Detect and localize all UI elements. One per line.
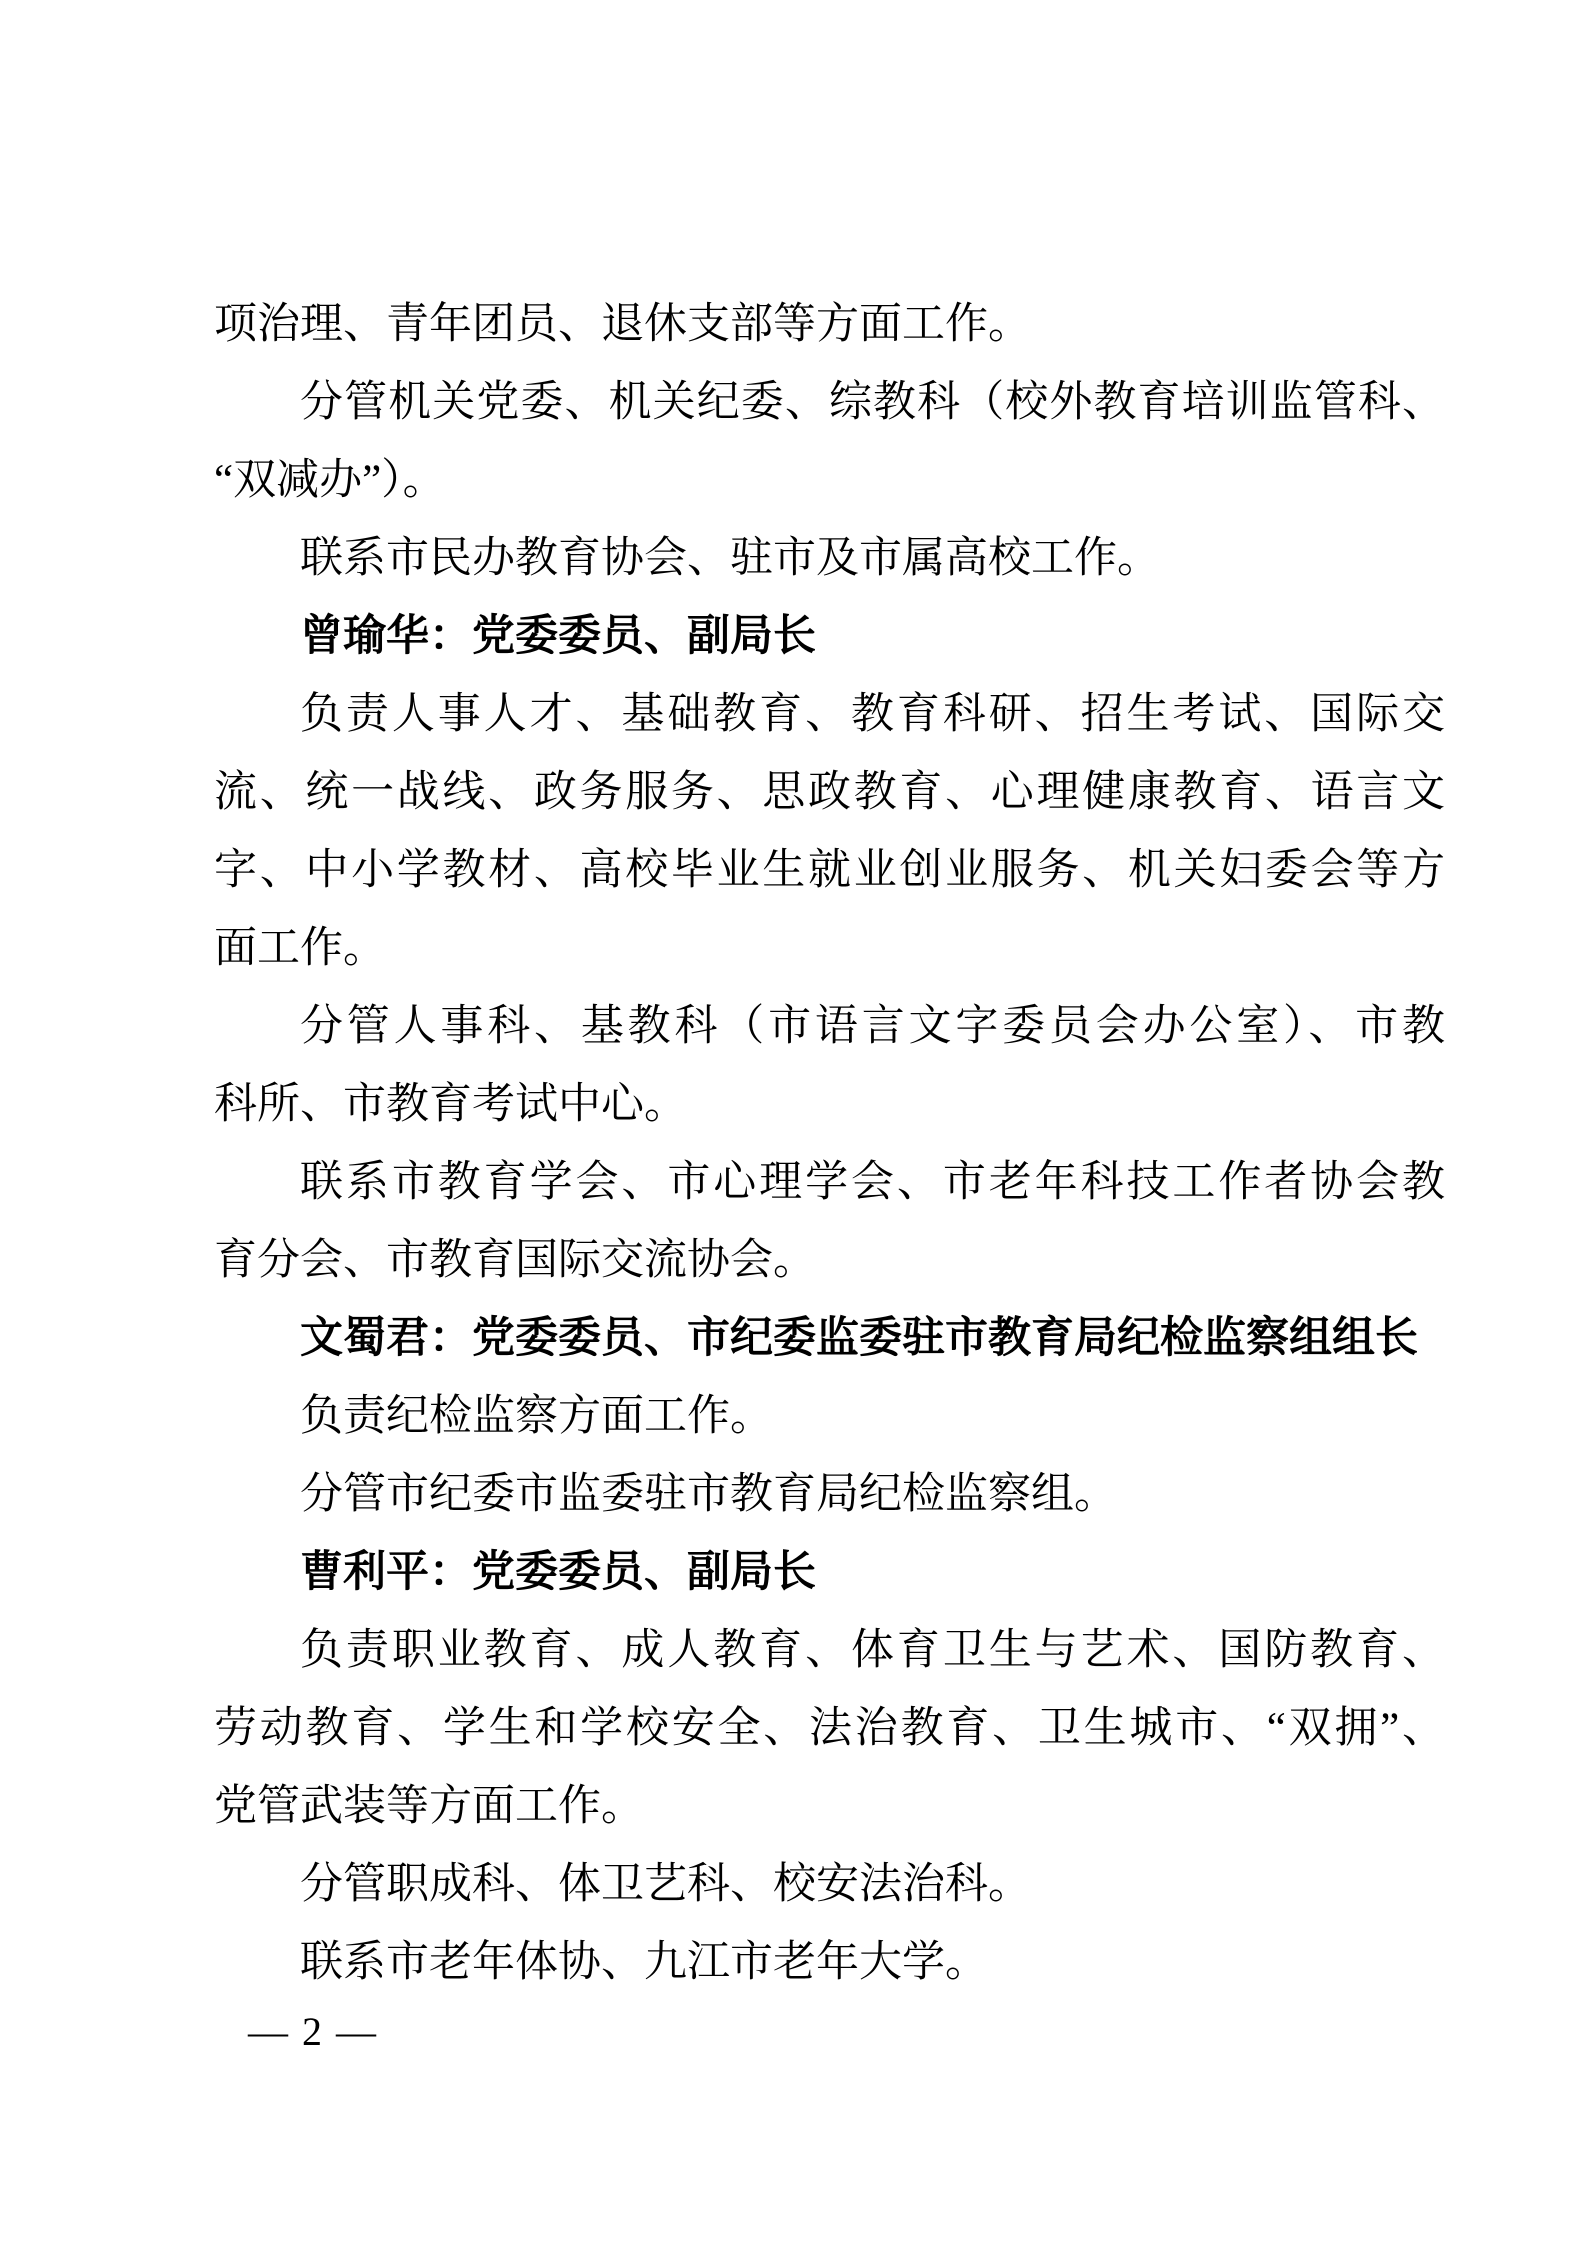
doc-line: 负责人事人才、基础教育、教育科研、招生考试、国际交 xyxy=(300,691,1445,738)
doc-line: 科所、市教育考试中心。 xyxy=(214,1081,687,1128)
doc-line: 联系市老年体协、九江市老年大学。 xyxy=(300,1939,988,1986)
footer-dash-right: — xyxy=(336,2009,376,2054)
leader-heading-zeng-yuhua: 曾瑜华：党委委员、副局长 xyxy=(300,613,816,660)
doc-line: 联系市教育学会、市心理学会、市老年科技工作者协会教 xyxy=(300,1159,1445,1206)
page-number: 2 xyxy=(302,2009,322,2054)
doc-line: 负责纪检监察方面工作。 xyxy=(300,1393,773,1440)
doc-line: 面工作。 xyxy=(214,925,386,972)
doc-line: 劳动教育、学生和学校安全、法治教育、卫生城市、“双拥”、 xyxy=(214,1705,1445,1752)
document-body xyxy=(214,286,1445,2002)
doc-line: 分管机关党委、机关纪委、综教科（校外教育培训监管科、 xyxy=(300,379,1445,426)
doc-line: 育分会、市教育国际交流协会。 xyxy=(214,1237,816,1284)
doc-line: 流、统一战线、政务服务、思政教育、心理健康教育、语言文 xyxy=(214,769,1445,816)
doc-line: 联系市民办教育协会、驻市及市属高校工作。 xyxy=(300,535,1160,582)
doc-line: 分管市纪委市监委驻市教育局纪检监察组。 xyxy=(300,1471,1117,1518)
doc-line: 负责职业教育、成人教育、体育卫生与艺术、国防教育、 xyxy=(300,1627,1445,1674)
doc-line: 分管职成科、体卫艺科、校安法治科。 xyxy=(300,1861,1031,1908)
leader-heading-cao-liping: 曹利平：党委委员、副局长 xyxy=(300,1549,816,1596)
footer-dash-left: — xyxy=(248,2009,288,2054)
leader-heading-wen-shujun: 文蜀君：党委委员、市纪委监委驻市教育局纪检监察组组长 xyxy=(300,1315,1418,1362)
doc-line: 党管武装等方面工作。 xyxy=(214,1783,644,1830)
doc-line: 字、中小学教材、高校毕业生就业创业服务、机关妇委会等方 xyxy=(214,847,1445,894)
doc-line: “双减办”）。 xyxy=(214,457,446,504)
page-number-footer xyxy=(248,2008,376,2056)
doc-line: 项治理、青年团员、退休支部等方面工作。 xyxy=(214,301,1031,348)
doc-line: 分管人事科、基教科（市语言文字委员会办公室）、市教 xyxy=(300,1003,1445,1050)
